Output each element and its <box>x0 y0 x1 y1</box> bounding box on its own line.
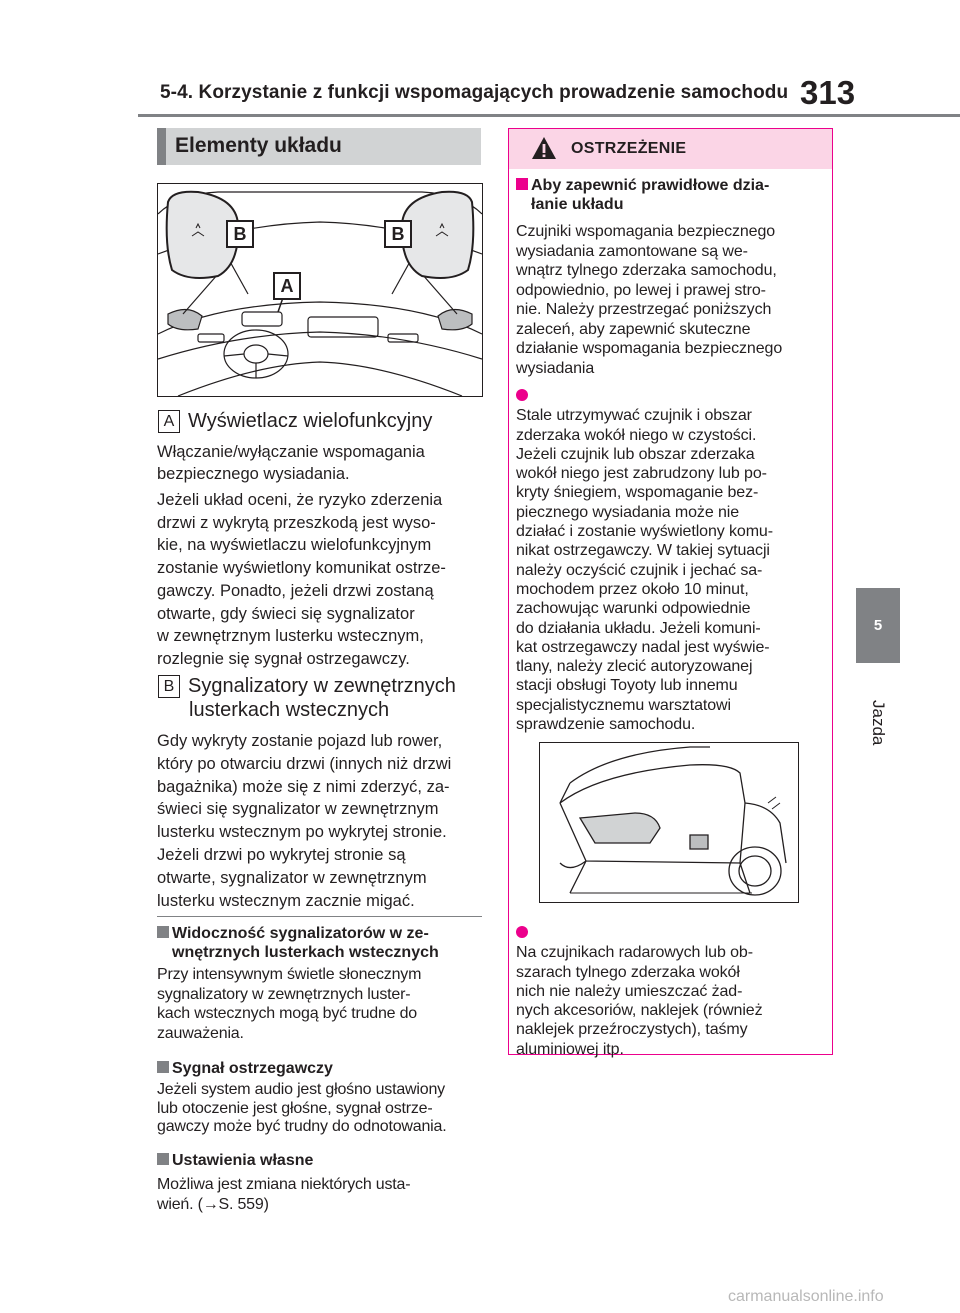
header-rule <box>138 114 960 117</box>
item-a-title <box>158 409 432 433</box>
item-a-paragraph-1: Włączanie/wyłączanie wspomagania bezpiecznego wysiadania. <box>157 443 425 483</box>
warning-title: OSTRZEŻENIE <box>571 140 687 157</box>
item-b-title-line2: lusterkach wstecznych <box>189 699 390 721</box>
item-a-title-text: Wyświetlacz wielofunkcyjny <box>188 410 433 432</box>
warning-intro: Czujniki wspomagania bezpiecznego wysiadania zamontowane są we- wnątrz tylnego zderzaka samochodu, odpowiednio, po lewej i prawej stro- nie. Należy przestrzegać poniższych zaleceń, aby zapewnić skuteczne działanie wspomagania bezpiecznego wysiadania <box>516 223 783 377</box>
dashboard-figure <box>157 183 483 397</box>
bullet-dot-icon <box>516 389 528 401</box>
note-1-text: Przy intensywnym świetle słonecznym sygnalizatory w zewnętrznych luster- kach wstecznych mogą być trudne do zauważenia. <box>157 966 422 1042</box>
bullet-dot-icon <box>516 926 528 938</box>
rear-car-illustration <box>540 743 798 902</box>
dashboard-illustration <box>158 184 482 396</box>
section-heading <box>157 128 481 165</box>
rear-bumper-figure <box>539 742 799 903</box>
warning-bullet-1: Stale utrzymywać czujnik i obszar zderzaka wokół niego w czystości. Jeżeli czujnik lub obszar zderzaka wokół niego jest zabrudzony lub po- kryty śniegiem, wspomaganie bez- piecznego wysiadania może nie działać i zostanie wyświetlony komu- nikat ostrzegawczy. W takiej sytuacji należy oczyścić czujnik i jechać sa- mochodem przez około 10 minut, zachowując warunki odpowiednie do działania układu. Jeżeli komuni- kat ostrzegawczy nadal jest wyświe- tlany, należy zlecić autoryzowanej stacji obsługi Toyoty lub innemu specjalistycznemu warsztatowi sprawdzenie samochodu. <box>516 387 821 734</box>
note-2-heading: Sygnał ostrzegawczy <box>157 1059 333 1078</box>
chapter-tab: 5 <box>856 588 900 663</box>
warning-subheading: Aby zapewnić prawidłowe dzia- łanie układu <box>516 177 821 214</box>
note-1-heading: Widoczność sygnalizatorów w ze- wnętrznych lusterkach wstecznych <box>157 924 492 962</box>
warning-header <box>509 129 832 169</box>
square-bullet-icon <box>516 178 528 190</box>
item-b-title <box>158 674 456 698</box>
note-3-text: Możliwa jest zmiana niektórych usta- wień. (→S. 559) <box>157 1176 411 1213</box>
callout-b-left: B <box>226 220 254 248</box>
item-b-marker: B <box>158 675 180 698</box>
running-header-title: 5-4. Korzystanie z funkcji wspomagających prowadzenie samochodu <box>160 82 789 103</box>
section-heading-bar <box>157 128 166 165</box>
page-number: 313 <box>800 74 856 111</box>
square-bullet-icon <box>157 1061 169 1073</box>
chapter-tab-label: Jazda <box>869 700 888 746</box>
note-3-heading: Ustawienia własne <box>157 1151 313 1170</box>
item-b-paragraph: Gdy wykryty zostanie pojazd lub rower, który po otwarciu drzwi (innych niż drzwi bagażnika) może się z nimi zderzyć, za- świeci się sygnalizator w zewnętrznym lusterku wstecznym po wykrytej stronie. Jeżeli drzwi po wykrytej stronie są otwarte, sygnalizator w zewnętrznym lusterku wstecznym zacznie migać. <box>157 732 452 910</box>
square-bullet-icon <box>157 1153 169 1165</box>
notes-divider <box>157 916 482 917</box>
warning-triangle-icon <box>531 136 557 160</box>
square-bullet-icon <box>157 926 169 938</box>
callout-a: A <box>273 272 301 300</box>
item-a-marker: A <box>158 410 180 433</box>
warning-bullet-2: Na czujnikach radarowych lub ob- szarach tylnego zderzaka wokół nich nie należy umieszczać żad- nych akcesoriów, naklejek (również naklejek przeźroczystych), taśmy aluminiowej itp. <box>516 924 821 1059</box>
item-a-paragraph-2: Jeżeli układ oceni, że ryzyko zderzenia drzwi z wykrytą przeszkodą jest wyso- kie, na wyświetlaczu wielofunkcyjnym zostanie wyświetlony komunikat ostrze- gawczy. Ponadto, jeżeli drzwi zostaną otwarte, gdy świeci się sygnalizator w zewnętrznym lusterku wstecznym, rozlegnie się sygnał ostrzegawczy. <box>157 491 446 668</box>
item-b-title-line1: Sygnalizatory w zewnętrznych <box>188 675 456 697</box>
note-2-text: Jeżeli system audio jest głośno ustawiony lub otoczenie jest głośne, sygnał ostrze- gawczy może być trudny do odnotowania. <box>157 1081 447 1135</box>
callout-b-right: B <box>384 220 412 248</box>
section-heading-text: Elementy układu <box>175 134 342 157</box>
watermark: carmanualsonline.info <box>728 1288 884 1305</box>
